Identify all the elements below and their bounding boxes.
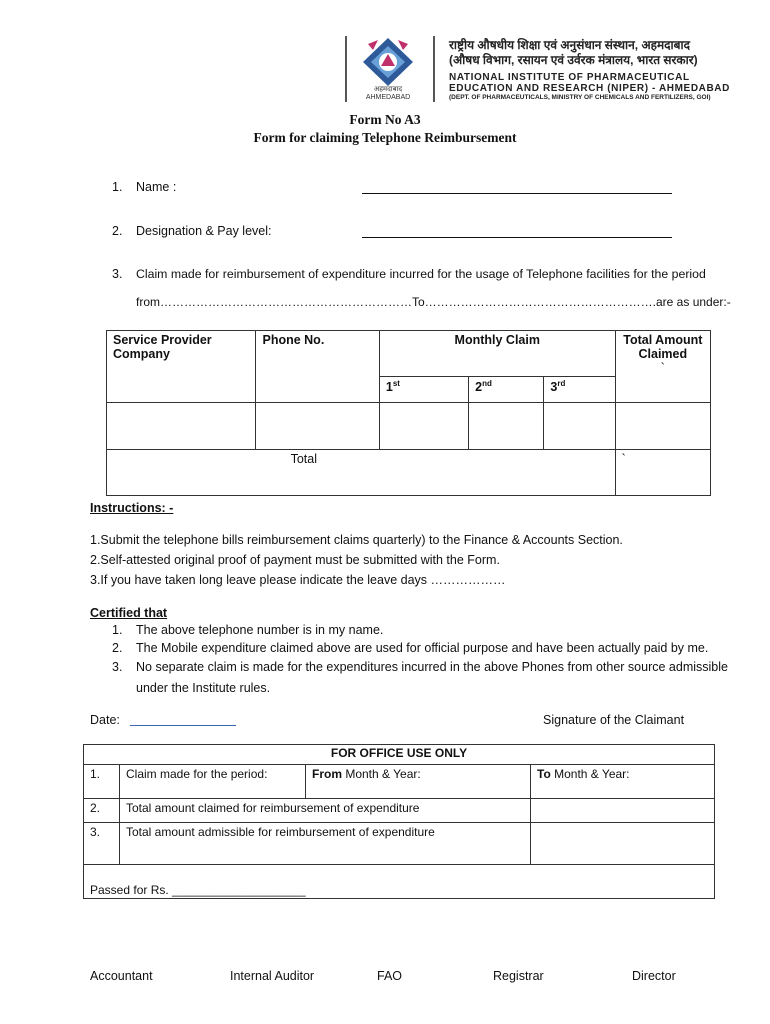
logo-right-rule [433, 36, 435, 102]
cert-2-text: The Mobile expenditure claimed above are used for official purpose and have been actually paid by me. [136, 641, 709, 655]
designation-input-line[interactable] [362, 236, 672, 238]
signatory-accountant: Accountant [90, 969, 153, 983]
amount-admissible-cell[interactable] [531, 823, 715, 865]
cert-1-text: The above telephone number is in my name. [136, 623, 384, 637]
field-designation-label: Designation & Pay level: [136, 224, 272, 238]
provider-cell[interactable] [107, 403, 256, 450]
logo-caption-hindi: अहमदाबाद [373, 86, 403, 93]
claim-period-line[interactable]: from………………………………………………………To………………………………………………….are as under:- [136, 295, 731, 309]
to-month-year[interactable]: To Month & Year: [531, 765, 715, 799]
header-phone-no: Phone No. [256, 331, 379, 403]
total-row [107, 450, 711, 496]
grand-total-cell[interactable]: ` [615, 450, 710, 496]
month-1-header: 1st [379, 377, 468, 403]
office-row-3-label: Total amount admissible for reimbursement of expenditure [120, 823, 531, 865]
field-claim-label: Claim made for reimbursement of expenditure incurred for the usage of Telephone facilities for the period [136, 267, 706, 281]
instruction-1: 1.Submit the telephone bills reimbursement claims quarterly) to the Finance & Accounts Section. [90, 533, 623, 547]
total-label: Total [107, 450, 616, 496]
field-name-number: 1. [112, 180, 123, 194]
instruction-2: 2.Self-attested original proof of payment must be submitted with the Form. [90, 553, 500, 567]
header-monthly-claim: Monthly Claim [379, 331, 615, 377]
logo-caption-english: AHMEDABAD [365, 94, 411, 101]
certified-heading: Certified that [90, 606, 168, 620]
month-2-header: 2nd [469, 377, 544, 403]
field-designation-number: 2. [112, 224, 123, 238]
instructions-heading: Instructions: - [90, 501, 174, 515]
month-3-header: 3rd [544, 377, 615, 403]
passed-for-line[interactable]: Passed for Rs. ____________________ [84, 865, 715, 899]
field-claim-number: 3. [112, 267, 123, 281]
form-number: Form No A3 [349, 112, 421, 127]
institute-dept-line: (DEPT. OF PHARMACEUTICALS, MINISTRY OF CHEMICALS AND FERTILIZERS, GOI) [449, 94, 711, 101]
institute-name-hindi: राष्ट्रीय औषधीय शिक्षा एवं अनुसंधान संस्थान, अहमदाबाद (औषध विभाग, रसायन एवं उर्वरक मंत्रालय, भारत सरकार) [449, 38, 698, 67]
office-row-2-num: 2. [84, 799, 120, 823]
signatory-director: Director [632, 969, 676, 983]
month-2-cell[interactable] [469, 403, 544, 450]
cert-1-num: 1. [112, 623, 123, 637]
total-amount-mark: ` [660, 361, 665, 375]
niper-logo [343, 36, 433, 106]
office-row-3-num: 3. [84, 823, 120, 865]
date-input-line[interactable] [130, 725, 236, 726]
month-3-cell[interactable] [544, 403, 615, 450]
total-amount-cell[interactable] [615, 403, 710, 450]
instruction-3: 3.If you have taken long leave please indicate the leave days ……………… [90, 573, 506, 587]
signatory-registrar: Registrar [493, 969, 544, 983]
office-use-heading: FOR OFFICE USE ONLY [84, 745, 715, 765]
claim-table [106, 330, 711, 496]
amount-claimed-cell[interactable] [531, 799, 715, 823]
from-month-year[interactable]: From Month & Year: [306, 765, 531, 799]
signatory-internal-auditor: Internal Auditor [230, 969, 315, 983]
claimant-signature-label: Signature of the Claimant [543, 713, 685, 727]
cert-3-continuation: under the Institute rules. [136, 681, 271, 695]
form-title: Form for claiming Telephone Reimbursement [253, 130, 517, 145]
signatory-fao: FAO [377, 969, 403, 983]
phone-cell[interactable] [256, 403, 379, 450]
field-name-label: Name : [136, 180, 177, 194]
name-input-line[interactable] [362, 192, 672, 194]
cert-3-text: No separate claim is made for the expenditures incurred in the above Phones from other source admissible [136, 660, 728, 674]
cert-2-num: 2. [112, 641, 123, 655]
cert-3-num: 3. [112, 660, 123, 674]
date-label: Date: [90, 713, 120, 727]
table-row [107, 403, 711, 450]
office-row-1-label: Claim made for the period: [120, 765, 306, 799]
office-row-2-label: Total amount claimed for reimbursement of expenditure [120, 799, 531, 823]
institute-name-english: NATIONAL INSTITUTE OF PHARMACEUTICAL EDUCATION AND RESEARCH (NIPER) - AHMEDABAD [449, 72, 730, 94]
office-row-1-num: 1. [84, 765, 120, 799]
office-use-table [83, 744, 715, 899]
header-service-provider: Service Provider Company [107, 331, 256, 403]
header-total-amount: Total Amount Claimed ` [615, 331, 710, 403]
month-1-cell[interactable] [379, 403, 468, 450]
